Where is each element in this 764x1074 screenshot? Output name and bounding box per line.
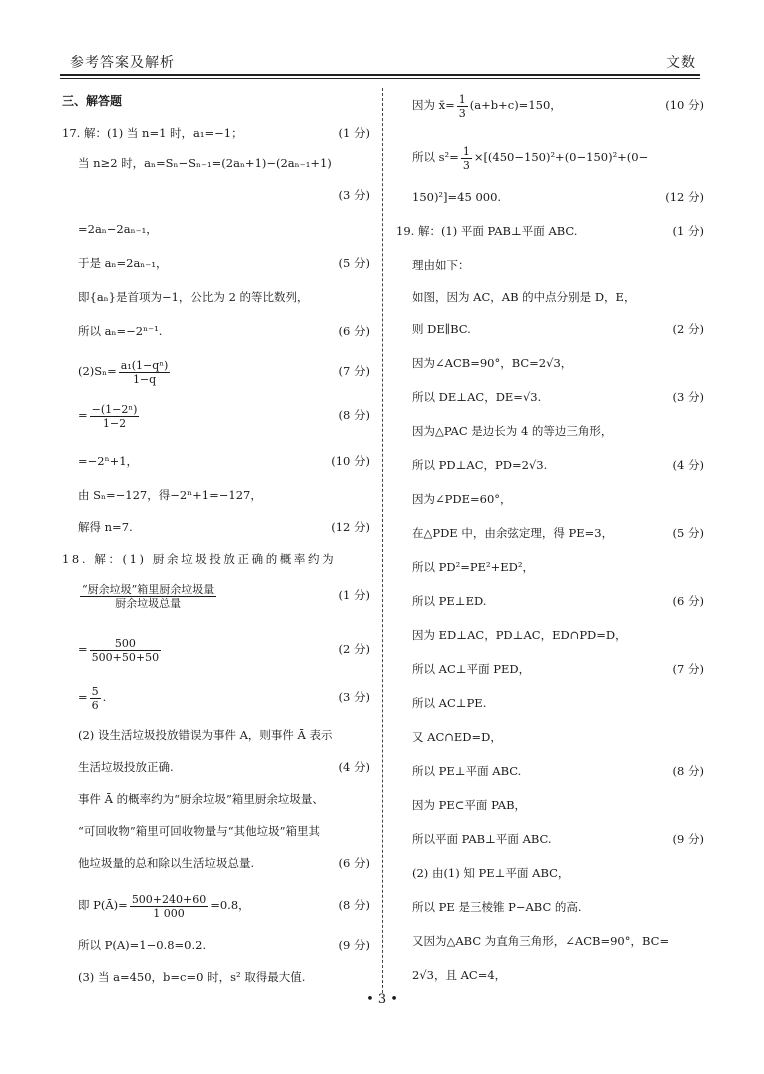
- score: (1 分): [672, 224, 704, 238]
- q19-line-22: 又因为△ABC 为直角三角形，∠ACB=90°，BC=: [412, 934, 670, 948]
- q18-line-5: (2) 设生活垃圾投放错误为事件 A，则事件 Ā 表示: [78, 728, 333, 742]
- q19-line-3: 如图，因为 AC，AB 的中点分别是 D，E，: [412, 290, 636, 304]
- page-header: [60, 48, 700, 74]
- fraction: $\frac{1}{3}$: [458, 92, 466, 120]
- header-rule-thin: [60, 78, 700, 79]
- score: (6 分): [338, 324, 370, 338]
- q18-line-12: (3) 当 a=450，b=c=0 时，s² 取得最大值.: [78, 970, 306, 984]
- fraction: $\frac{1}{3}$: [462, 144, 470, 172]
- score: (7 分): [338, 364, 370, 378]
- score: (3 分): [338, 690, 370, 704]
- r-line-1: 因为 x̄= $\frac{1}{3}$ (a+b+c)=150， (10 分): [396, 88, 704, 122]
- q17-line-7: (2)Sₙ= $\frac{\text{a₁(1−qⁿ)}}{1-q}$ (7 分): [62, 354, 370, 388]
- q17-line-11: 解得 n=7. (12 分): [62, 516, 370, 538]
- score: (12 分): [331, 520, 370, 534]
- q17-line-2: 当 n≥2 时，aₙ=Sₙ−Sₙ₋₁=(2aₙ+1)−(2aₙ₋₁+1): [78, 156, 332, 170]
- q19-line-17: 所以 PE⊥平面 ABC. (8 分): [396, 760, 704, 782]
- section-heading: 三、解答题: [62, 94, 123, 108]
- q18-line-10: 即 P(Ā)= $\frac{500+240+60}{1 000}$ =0.8， (8 分): [62, 888, 370, 922]
- q18-line-1: 18. 解：(1) 厨余垃圾投放正确的概率约为: [62, 552, 337, 566]
- r-line-2: 所以 s²= $\frac{1}{3}$ ×[(450−150)²+(0−150)²+(0−: [412, 144, 649, 172]
- score: (10 分): [331, 454, 370, 468]
- score: (10 分): [665, 98, 704, 112]
- q18-line-6: 生活垃圾投放正确. (4 分): [62, 756, 370, 778]
- score: (3 分): [672, 390, 704, 404]
- fraction: $\frac{\text{−(1−2ⁿ)}}{1-2}$: [91, 402, 138, 430]
- q19-line-15: 所以 AC⊥PE.: [412, 696, 487, 710]
- q19-line-18: 因为 PE⊂平面 PAB，: [412, 798, 527, 812]
- q19-line-5: 因为∠ACB=90°，BC=2√3，: [412, 356, 573, 370]
- q19-line-8: 所以 PD⊥AC，PD=2√3. (4 分): [396, 454, 704, 476]
- q19-line-21: 所以 PE 是三棱锥 P−ABC 的高.: [412, 900, 582, 914]
- q18-line-4: = $\frac{5}{6}$ . (3 分): [62, 680, 370, 714]
- q17-line-1: 17. 解：(1) 当 n=1 时，a₁=−1； (1 分): [62, 122, 370, 144]
- q18-line-7: 事件 Ā 的概率约为“厨余垃圾”箱里厨余垃圾量、: [78, 792, 324, 806]
- q19-line-20: (2) 由(1) 知 PE⊥平面 ABC，: [412, 866, 570, 880]
- header-subject: 文数: [666, 55, 696, 71]
- score: (12 分): [665, 190, 704, 204]
- q19-line-7: 因为△PAC 是边长为 4 的等边三角形，: [412, 424, 613, 438]
- header-rule: [60, 74, 700, 76]
- score: (2 分): [672, 322, 704, 336]
- q19-line-11: 所以 PD²=PE²+ED²，: [412, 560, 534, 574]
- q19-line-6: 所以 DE⊥AC，DE=√3. (3 分): [396, 386, 704, 408]
- score: (8 分): [338, 898, 370, 912]
- score: (1 分): [338, 126, 370, 140]
- q19-line-19: 所以平面 PAB⊥平面 ABC. (9 分): [396, 828, 704, 850]
- q17-line-2-score: [62, 184, 370, 206]
- fraction: $\frac{500}{500+50+50}$: [91, 636, 160, 664]
- q19-line-13: 因为 ED⊥AC，PD⊥AC，ED∩PD=D，: [412, 628, 627, 642]
- column-divider: [382, 88, 383, 993]
- q18-line-11: 所以 P(A)=1−0.8=0.2. (9 分): [62, 934, 370, 956]
- q17-line-3: =2aₙ−2aₙ₋₁，: [78, 222, 158, 236]
- score: (7 分): [672, 662, 704, 676]
- r-line-3: 150)²]=45 000. (12 分): [396, 186, 704, 208]
- score: (8 分): [338, 408, 370, 422]
- q19-line-1: 19. 解：(1) 平面 PAB⊥平面 ABC. (1 分): [396, 220, 704, 242]
- score: (4 分): [672, 458, 704, 472]
- fraction: $\frac{5}{6}$: [91, 684, 99, 712]
- score: (8 分): [672, 764, 704, 778]
- score: (4 分): [338, 760, 370, 774]
- q18-line-3: = $\frac{500}{500+50+50}$ (2 分): [62, 632, 370, 666]
- score: (1 分): [338, 588, 370, 602]
- q18-line-9: 他垃圾量的总和除以生活垃圾总量. (6 分): [62, 852, 370, 874]
- score: (2 分): [338, 642, 370, 656]
- q17-line-5: 即{aₙ}是首项为−1，公比为 2 的等比数列，: [78, 290, 309, 304]
- score: (6 分): [338, 856, 370, 870]
- q19-line-16: 又 AC∩ED=D，: [412, 730, 502, 744]
- score: (3 分): [338, 188, 370, 202]
- q19-line-10: 在△PDE 中，由余弦定理，得 PE=3， (5 分): [396, 522, 704, 544]
- q17-line-8: = $\frac{\text{−(1−2ⁿ)}}{1-2}$ (8 分): [62, 398, 370, 432]
- score: (9 分): [672, 832, 704, 846]
- score: (5 分): [672, 526, 704, 540]
- q19-line-14: 所以 AC⊥平面 PED， (7 分): [396, 658, 704, 680]
- score: (6 分): [672, 594, 704, 608]
- q17-line-6: 所以 aₙ=−2ⁿ⁻¹. (6 分): [62, 320, 370, 342]
- q19-line-2: 理由如下：: [412, 258, 470, 272]
- q18-line-2: [62, 578, 370, 612]
- header-title: 参考答案及解析: [70, 55, 175, 71]
- score: (9 分): [338, 938, 370, 952]
- fraction: $\frac{500+240+60}{1 000}$: [131, 892, 207, 920]
- q19-line-23: 2√3，且 AC=4，: [412, 968, 507, 982]
- q17-line-4: 于是 aₙ=2aₙ₋₁， (5 分): [62, 252, 370, 274]
- q19-line-9: 因为∠PDE=60°，: [412, 492, 512, 506]
- q18-line-8: “可回收物”箱里可回收物量与“其他垃圾”箱里其: [78, 824, 321, 838]
- fraction: $\frac{\text{“厨余垃圾”箱里厨余垃圾量}}{\text{厨余垃圾总量}}$: [82, 582, 215, 610]
- fraction: $\frac{\text{a₁(1−qⁿ)}}{1-q}$: [120, 358, 169, 386]
- q19-line-4: 则 DE∥BC. (2 分): [396, 318, 704, 340]
- q19-line-12: 所以 PE⊥ED. (6 分): [396, 590, 704, 612]
- page-number: • 3 •: [366, 992, 398, 1007]
- score: (5 分): [338, 256, 370, 270]
- q17-line-9: =−2ⁿ+1， (10 分): [62, 450, 370, 472]
- q17-line-10: 由 Sₙ=−127，得−2ⁿ+1=−127，: [78, 488, 262, 502]
